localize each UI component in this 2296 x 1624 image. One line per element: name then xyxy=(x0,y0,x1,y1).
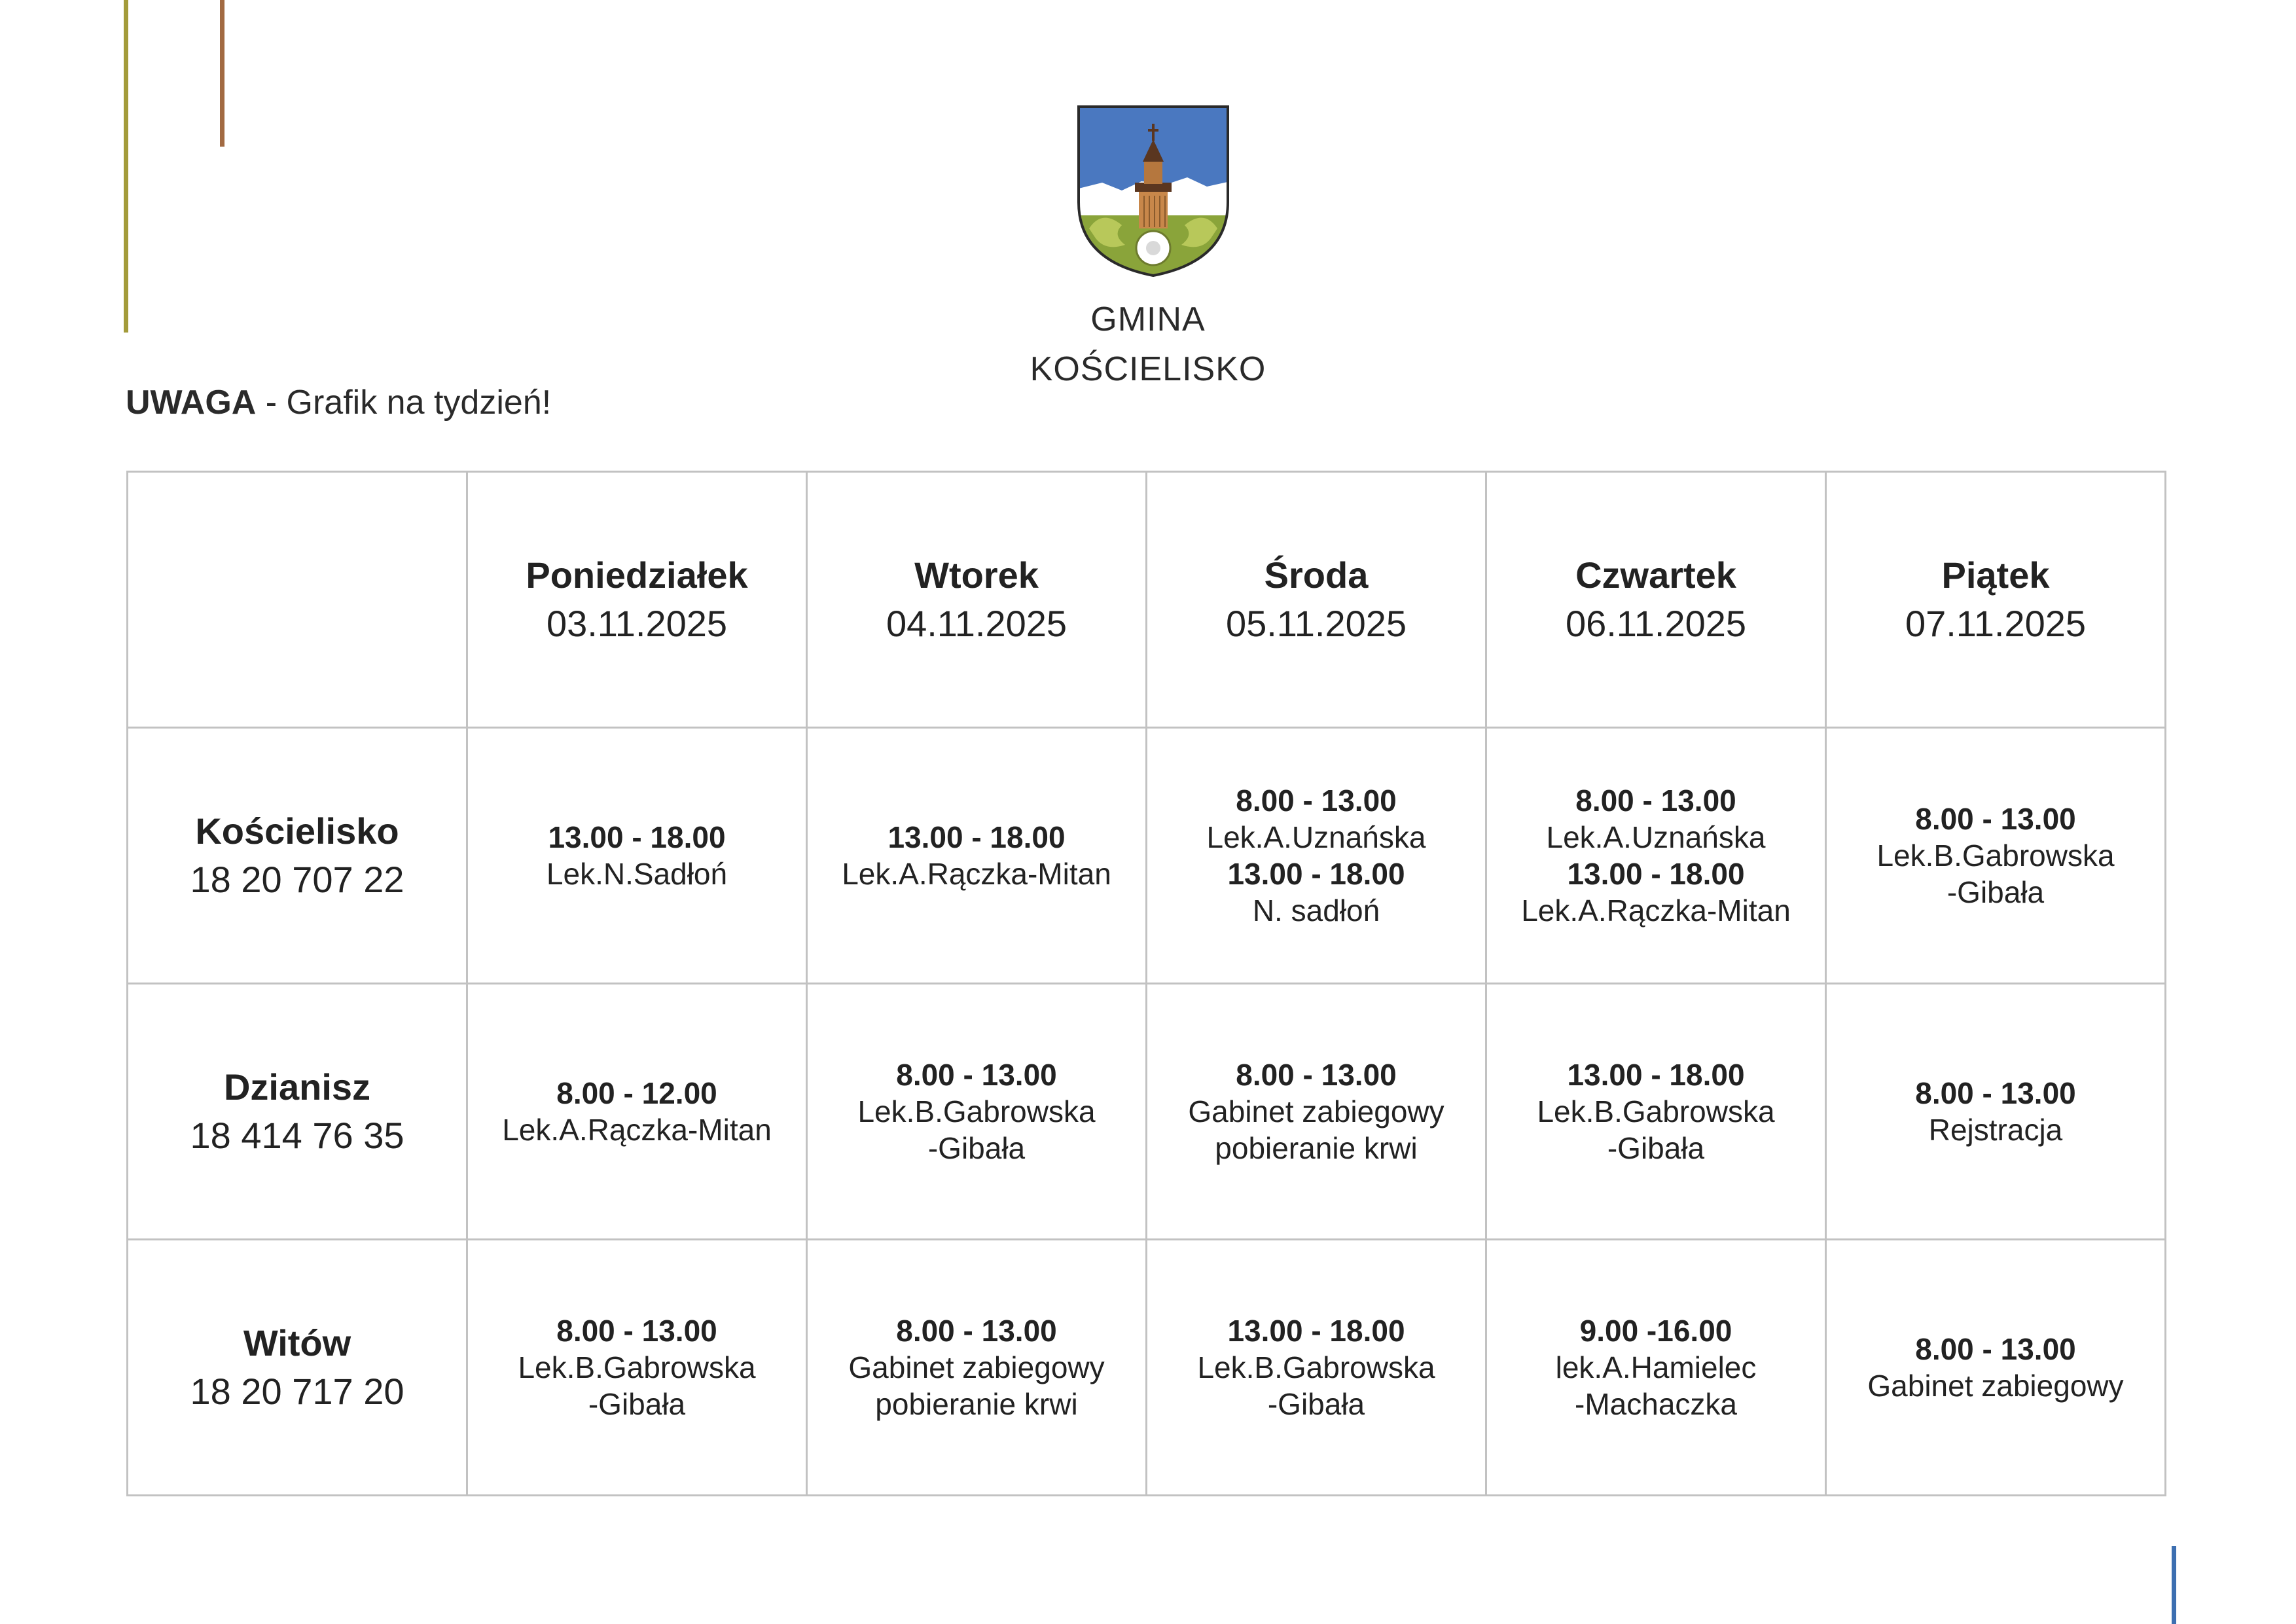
doctor-name: Lek.B.Gabrowska xyxy=(1876,839,2115,873)
day-header-cell xyxy=(467,472,807,728)
doctor-name: lek.A.Hamielec xyxy=(1555,1350,1757,1384)
time-range: 8.00 - 13.00 xyxy=(1915,802,2076,836)
time-range: 13.00 - 18.00 xyxy=(1227,857,1405,891)
day-date: 04.11.2025 xyxy=(886,603,1067,644)
day-name: Poniedziałek xyxy=(526,554,748,596)
schedule-cell xyxy=(1486,728,1826,984)
time-range: 8.00 - 12.00 xyxy=(556,1076,717,1110)
schedule-cell xyxy=(467,1240,807,1496)
time-range: 13.00 - 18.00 xyxy=(1227,1314,1405,1348)
day-date: 03.11.2025 xyxy=(546,603,728,644)
time-range: 8.00 - 13.00 xyxy=(896,1314,1057,1348)
schedule-cell xyxy=(1826,1240,2166,1496)
doctor-name: -Gibała xyxy=(927,1131,1026,1165)
location-cell xyxy=(128,1240,467,1496)
doctor-name: Lek.A.Uznańska xyxy=(1206,820,1426,854)
day-date: 07.11.2025 xyxy=(1905,603,2087,644)
schedule-cell xyxy=(1486,984,1826,1240)
doctor-name: -Gibała xyxy=(1946,875,2045,909)
day-name: Czwartek xyxy=(1575,554,1736,596)
schedule-cell xyxy=(467,728,807,984)
doctor-name: Lek.B.Gabrowska xyxy=(1537,1094,1775,1128)
schedule-cell xyxy=(1826,728,2166,984)
time-range: 13.00 - 18.00 xyxy=(888,820,1066,854)
location-phone: 18 414 76 35 xyxy=(190,1115,404,1156)
time-range: 8.00 - 13.00 xyxy=(1915,1076,2076,1110)
location-cell xyxy=(128,728,467,984)
doctor-name: -Gibała xyxy=(588,1387,686,1421)
time-range: 8.00 - 13.00 xyxy=(1575,784,1736,818)
doctor-name: Lek.A.Rączka-Mitan xyxy=(1521,893,1791,928)
coat-of-arms-icon xyxy=(1076,104,1230,278)
doctor-name: Lek.B.Gabrowska xyxy=(1197,1350,1435,1384)
service-name: pobieranie krwi xyxy=(1215,1131,1418,1165)
schedule-cell xyxy=(807,984,1147,1240)
corner-cell xyxy=(128,472,467,728)
doctor-name: Lek.A.Rączka-Mitan xyxy=(842,857,1111,891)
location-cell xyxy=(128,984,467,1240)
accent-bar-blue xyxy=(2172,1546,2176,1624)
schedule-table xyxy=(126,471,2166,1496)
time-range: 13.00 - 18.00 xyxy=(548,820,726,854)
schedule-cell xyxy=(807,728,1147,984)
doctor-name: Lek.A.Rączka-Mitan xyxy=(502,1113,772,1147)
schedule-cell xyxy=(1147,1240,1486,1496)
notice-strong: UWAGA xyxy=(126,384,257,422)
time-range: 8.00 - 13.00 xyxy=(1236,784,1397,818)
schedule-row xyxy=(128,984,2166,1240)
day-name: Środa xyxy=(1264,554,1369,596)
day-name: Wtorek xyxy=(914,554,1039,596)
day-date: 06.11.2025 xyxy=(1565,603,1747,644)
day-header-cell xyxy=(807,472,1147,728)
day-date: 05.11.2025 xyxy=(1225,603,1407,644)
municipality-name-line1: GMINA xyxy=(1090,300,1206,338)
doctor-name: -Gibała xyxy=(1607,1131,1705,1165)
day-header-cell xyxy=(1486,472,1826,728)
notice-text xyxy=(126,383,551,422)
time-range: 8.00 - 13.00 xyxy=(896,1058,1057,1092)
service-name: Rejstracja xyxy=(1928,1113,2063,1147)
service-name: pobieranie krwi xyxy=(875,1387,1078,1421)
time-range: 8.00 - 13.00 xyxy=(1236,1058,1397,1092)
time-range: 8.00 - 13.00 xyxy=(556,1314,717,1348)
schedule-cell xyxy=(467,984,807,1240)
location-phone: 18 20 707 22 xyxy=(190,859,404,900)
time-range: 13.00 - 18.00 xyxy=(1567,857,1745,891)
schedule-cell xyxy=(1826,984,2166,1240)
schedule-cell xyxy=(1147,728,1486,984)
schedule-row xyxy=(128,728,2166,984)
doctor-name: N. sadłoń xyxy=(1252,893,1380,928)
time-range: 9.00 -16.00 xyxy=(1579,1314,1732,1348)
day-name: Piątek xyxy=(1941,554,2050,596)
schedule-cell xyxy=(1147,984,1486,1240)
time-range: 13.00 - 18.00 xyxy=(1567,1058,1745,1092)
doctor-name: Lek.B.Gabrowska xyxy=(857,1094,1096,1128)
day-header-cell xyxy=(1147,472,1486,728)
doctor-name: Lek.B.Gabrowska xyxy=(518,1350,756,1384)
notice-message: - Grafik na tydzień! xyxy=(256,384,552,422)
time-range: 8.00 - 13.00 xyxy=(1915,1332,2076,1366)
schedule-cell xyxy=(1486,1240,1826,1496)
doctor-name: -Gibała xyxy=(1267,1387,1365,1421)
schedule-row xyxy=(128,1240,2166,1496)
accent-bar-brown xyxy=(220,0,224,147)
location-phone: 18 20 717 20 xyxy=(190,1371,404,1412)
accent-bar-olive xyxy=(124,0,128,333)
service-name: Gabinet zabiegowy xyxy=(848,1350,1105,1384)
location-name: Dzianisz xyxy=(223,1066,371,1108)
service-name: Gabinet zabiegowy xyxy=(1188,1094,1444,1128)
location-name: Witów xyxy=(243,1322,351,1363)
doctor-name: Lek.A.Uznańska xyxy=(1546,820,1766,854)
service-name: Gabinet zabiegowy xyxy=(1867,1369,2124,1403)
schedule-cell xyxy=(807,1240,1147,1496)
municipality-name-line2: KOŚCIELISKO xyxy=(1030,350,1266,388)
day-header-cell xyxy=(1826,472,2166,728)
municipality-name xyxy=(952,295,1344,394)
doctor-name: Lek.N.Sadłoń xyxy=(546,857,728,891)
doctor-name: -Machaczka xyxy=(1575,1387,1737,1421)
location-name: Kościelisko xyxy=(195,810,399,852)
schedule-header-row xyxy=(128,472,2166,728)
